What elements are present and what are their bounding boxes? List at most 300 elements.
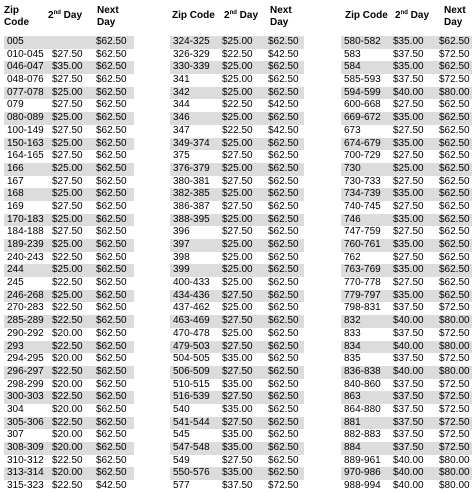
second-day-price-cell: $35.00 [222,429,253,441]
second-day-price-cell: $25.00 [222,162,253,174]
zip-code-cell: 296-297 [7,365,44,377]
second-day-price-cell: $27.50 [222,391,253,403]
table-row [170,36,304,49]
zip-code-cell: 285-289 [7,315,44,327]
next-day-price-cell: $62.50 [96,403,127,415]
zip-code-cell: 169 [7,200,24,212]
zip-code-cell: 549 [173,454,190,466]
next-day-price-cell: $62.50 [439,239,470,250]
next-day-price-cell: $80.00 [439,467,470,479]
zip-code-cell: 346 [173,112,190,124]
table-row [170,429,304,442]
table-row [341,417,472,430]
second-day-price-cell: $27.50 [222,340,253,352]
zip-code-header: Zip Code [4,5,29,28]
next-day-price-cell: $62.50 [439,36,470,47]
table-row [170,264,304,277]
table-row [170,315,304,328]
zip-code-cell: 079 [7,99,24,111]
next-day-price-cell: $62.50 [96,277,127,289]
next-day-price-cell: $80.00 [439,315,470,327]
column-header [341,3,472,36]
table-row [4,455,134,468]
second-day-price-cell: $40.00 [393,480,424,492]
table-row [341,226,472,239]
next-day-price-cell: $62.50 [268,175,299,187]
second-day-price-cell: $25.00 [222,61,253,73]
next-day-price-cell: $62.50 [96,327,127,339]
next-day-price-cell: $62.50 [268,277,299,289]
next-day-price-cell: $62.50 [96,213,127,225]
zip-code-cell: 310-312 [7,454,44,466]
next-day-price-cell: $62.50 [96,188,127,200]
zip-code-cell: 834 [344,340,361,352]
table-row [170,391,304,404]
second-day-price-cell: $27.50 [393,226,424,238]
second-day-price-cell: $37.50 [393,327,424,339]
zip-code-cell: 760-761 [344,239,381,250]
second-day-price-cell: $37.50 [393,416,424,428]
second-day-price-cell: $27.50 [222,200,253,212]
next-day-price-cell: $72.50 [439,416,470,428]
zip-code-cell: 315-323 [7,480,44,492]
zip-code-cell: 396 [173,226,190,238]
zip-code-cell: 305-306 [7,416,44,428]
second-day-price-cell: $35.00 [222,378,253,390]
zip-code-cell: 077-078 [7,86,44,98]
next-day-price-cell: $62.50 [268,137,299,149]
table-row [341,379,472,392]
second-day-price-cell: $40.00 [393,340,424,352]
zip-code-cell: 541-544 [173,416,210,428]
next-day-price-cell: $62.50 [268,315,299,327]
next-day-header: Next Day [97,5,119,28]
next-day-price-cell: $62.50 [268,391,299,403]
next-day-price-cell: $62.50 [268,378,299,390]
next-day-price-cell: $42.50 [96,480,127,492]
table-row [341,252,472,265]
table-row [4,277,134,290]
zip-code-cell: 080-089 [7,112,44,124]
table-row [170,87,304,100]
table-row [341,366,472,379]
zip-code-cell: 584 [344,61,361,73]
next-day-price-cell: $62.50 [268,302,299,314]
zip-code-cell: 550-576 [173,467,210,479]
second-day-price-cell: $22.50 [52,480,83,492]
rate-column-3 [341,3,472,493]
rate-rows [170,36,304,493]
second-day-price-cell: $25.00 [222,74,253,86]
table-row [4,99,134,112]
second-day-price-cell: $40.00 [393,454,424,466]
second-day-price-cell: $20.00 [52,378,83,390]
table-row [4,264,134,277]
table-row [4,328,134,341]
next-day-price-cell: $62.50 [96,74,127,86]
table-row [341,61,472,74]
table-row [341,125,472,138]
table-row [170,302,304,315]
table-row [341,214,472,227]
next-day-price-cell: $62.50 [268,454,299,466]
second-day-price-cell: $20.00 [52,327,83,339]
table-row [4,112,134,125]
second-day-price-cell: $27.50 [393,251,424,263]
next-day-price-cell: $62.50 [96,378,127,390]
second-day-price-cell: $25.00 [52,162,83,174]
next-day-price-cell: $62.50 [96,454,127,466]
next-day-price-cell: $72.50 [439,353,470,365]
table-row [341,391,472,404]
zip-code-cell: 882-883 [344,429,381,441]
zip-code-cell: 510-515 [173,378,210,390]
table-row [170,150,304,163]
next-day-header: Next Day [270,5,292,28]
second-day-price-cell: $22.50 [52,416,83,428]
table-row [4,290,134,303]
second-day-price-cell: $37.50 [393,302,424,314]
table-row [170,176,304,189]
table-row [170,341,304,354]
next-day-price-cell: $42.50 [268,124,299,136]
table-row [4,214,134,227]
next-day-price-cell: $62.50 [96,315,127,327]
table-row [4,341,134,354]
next-day-price-cell: $62.50 [96,264,127,276]
next-day-price-cell: $62.50 [268,74,299,86]
zip-code-cell: 540 [173,403,190,415]
rate-column-1 [4,3,134,493]
next-day-price-cell: $72.50 [439,429,470,441]
second-day-price-cell: $27.50 [393,277,424,289]
zip-code-cell: 585-593 [344,74,381,86]
zip-code-cell: 046-047 [7,61,44,73]
next-day-price-cell: $72.50 [439,378,470,390]
second-day-price-cell: $25.00 [393,162,424,174]
second-day-price-cell: $40.00 [393,315,424,327]
second-day-price-cell: $37.50 [393,74,424,86]
next-day-price-cell: $62.50 [96,239,127,250]
next-day-price-cell: $72.50 [439,403,470,415]
second-day-price-cell: $25.00 [222,239,253,250]
zip-code-cell: 840-860 [344,378,381,390]
zip-code-cell: 189-239 [7,239,44,250]
second-day-price-cell: $20.00 [52,353,83,365]
table-row [170,74,304,87]
next-day-price-cell: $62.50 [268,112,299,124]
zip-code-cell: 730 [344,162,361,174]
zip-code-cell: 700-729 [344,150,381,162]
next-day-price-cell: $62.50 [439,112,470,124]
second-day-price-cell: $25.00 [52,86,83,98]
next-day-price-cell: $72.50 [268,480,299,492]
second-day-price-cell: $37.50 [222,480,253,492]
zip-code-cell: 479-503 [173,340,210,352]
next-day-price-cell: $62.50 [268,353,299,365]
zip-code-cell: 864-880 [344,403,381,415]
zip-code-cell: 506-509 [173,365,210,377]
next-day-price-cell: $42.50 [268,48,299,60]
table-row [4,61,134,74]
second-day-price-cell: $27.50 [222,315,253,327]
table-row [170,99,304,112]
second-day-price-cell: $25.00 [222,264,253,276]
next-day-price-cell: $62.50 [268,150,299,162]
next-day-price-cell: $62.50 [96,467,127,479]
next-day-price-cell: $72.50 [439,48,470,60]
second-day-price-cell: $35.00 [393,61,424,73]
next-day-price-cell: $62.50 [268,36,299,47]
next-day-price-cell: $72.50 [439,74,470,86]
table-row [341,429,472,442]
second-day-price-cell: $25.00 [222,137,253,149]
zip-code-cell: 100-149 [7,124,44,136]
second-day-price-cell: $25.00 [222,112,253,124]
next-day-price-cell: $62.50 [268,442,299,453]
zip-code-cell: 747-759 [344,226,381,238]
next-day-price-cell: $62.50 [96,36,127,47]
next-day-price-cell: $62.50 [96,162,127,174]
next-day-price-cell: $80.00 [439,454,470,466]
second-day-price-cell: $22.50 [52,365,83,377]
second-day-price-cell: $27.50 [222,416,253,428]
table-row [341,188,472,201]
next-day-price-cell: $62.50 [268,200,299,212]
second-day-price-cell: $37.50 [393,48,424,60]
next-day-price-cell: $80.00 [439,86,470,98]
zip-code-cell: 762 [344,251,361,263]
table-row [341,239,472,252]
table-row [4,87,134,100]
zip-code-cell: 889-961 [344,454,381,466]
table-row [170,467,304,480]
next-day-price-cell: $62.50 [268,188,299,200]
table-row [170,417,304,430]
second-day-price-cell: $27.50 [52,124,83,136]
next-day-price-cell: $62.50 [439,251,470,263]
table-row [341,150,472,163]
zip-code-cell: 434-436 [173,289,210,301]
next-day-price-cell: $42.50 [268,99,299,111]
next-day-price-cell: $62.50 [268,86,299,98]
next-day-price-cell: $80.00 [439,365,470,377]
table-row [341,341,472,354]
next-day-price-cell: $62.50 [268,365,299,377]
table-row [4,125,134,138]
next-day-price-cell: $62.50 [96,302,127,314]
second-day-price-cell: $35.00 [393,239,424,250]
second-day-price-cell: $27.50 [52,48,83,60]
zip-code-cell: 326-329 [173,48,210,60]
zip-code-cell: 437-462 [173,302,210,314]
second-day-price-cell: $27.50 [393,200,424,212]
table-row [341,112,472,125]
next-day-price-cell: $62.50 [268,264,299,276]
second-day-price-cell: $35.00 [393,36,424,47]
second-day-price-cell: $25.00 [52,264,83,276]
table-row [170,442,304,455]
second-day-price-cell: $27.50 [52,74,83,86]
zip-code-cell: 005 [7,36,24,47]
zip-code-header: Zip Code [345,10,388,21]
table-row [170,214,304,227]
next-day-price-cell: $62.50 [96,289,127,301]
table-row [170,353,304,366]
next-day-price-cell: $62.50 [268,403,299,415]
zip-code-cell: 734-739 [344,188,381,200]
next-day-price-cell: $62.50 [96,175,127,187]
second-day-price-cell [52,36,96,49]
second-day-price-cell: $22.50 [52,340,83,352]
next-day-price-cell: $62.50 [268,213,299,225]
second-day-price-cell: $35.00 [222,467,253,479]
next-day-price-cell: $62.50 [268,239,299,250]
second-day-price-cell: $27.50 [393,124,424,136]
next-day-price-cell: $62.50 [96,226,127,238]
zip-code-cell: 324-325 [173,36,210,47]
second-day-price-cell: $35.00 [222,403,253,415]
zip-code-cell: 798-831 [344,302,381,314]
next-day-price-cell: $62.50 [439,200,470,212]
next-day-price-cell: $62.50 [439,150,470,162]
table-row [4,201,134,214]
second-day-price-cell: $40.00 [393,467,424,479]
second-day-header: 2nd Day [224,10,259,21]
table-row [170,277,304,290]
zip-code-cell: 988-994 [344,480,381,492]
second-day-price-cell: $22.50 [52,315,83,327]
next-day-price-cell: $72.50 [439,442,470,453]
zip-code-cell: 170-183 [7,213,44,225]
second-day-price-cell: $35.00 [393,264,424,276]
table-row [341,455,472,468]
table-row [4,150,134,163]
second-day-price-cell: $25.00 [222,277,253,289]
next-day-price-cell: $62.50 [96,137,127,149]
zip-code-cell: 330-339 [173,61,210,73]
zip-code-cell: 674-679 [344,137,381,149]
zip-code-cell: 746 [344,213,361,225]
table-row [4,239,134,252]
table-row [341,87,472,100]
zip-code-cell: 516-539 [173,391,210,403]
table-row [170,112,304,125]
second-day-price-cell: $27.50 [393,175,424,187]
table-row [4,138,134,151]
second-day-price-cell: $20.00 [52,467,83,479]
zip-code-cell: 382-385 [173,188,210,200]
second-day-price-cell: $27.50 [222,289,253,301]
table-row [170,328,304,341]
table-row [170,366,304,379]
second-day-price-cell: $37.50 [393,378,424,390]
next-day-price-cell: $62.50 [96,251,127,263]
second-day-price-cell: $22.50 [52,277,83,289]
table-row [170,226,304,239]
zip-code-cell: 245 [7,277,24,289]
zip-code-cell: 835 [344,353,361,365]
next-day-price-cell: $62.50 [439,226,470,238]
zip-code-cell: 270-283 [7,302,44,314]
zip-code-cell: 349-374 [173,137,210,149]
rate-column-2 [170,3,304,493]
second-day-price-cell: $25.00 [52,289,83,301]
zip-code-cell: 580-582 [344,36,381,47]
next-day-price-cell: $62.50 [268,61,299,73]
zip-code-cell: 167 [7,175,24,187]
next-day-price-cell: $62.50 [439,277,470,289]
rate-rows [4,36,134,493]
table-row [4,366,134,379]
next-day-price-cell: $62.50 [96,416,127,428]
second-day-price-cell: $35.00 [393,188,424,200]
second-day-price-cell: $22.50 [52,454,83,466]
table-row [4,302,134,315]
next-day-price-cell: $62.50 [96,391,127,403]
next-day-price-cell: $62.50 [268,429,299,441]
zip-code-cell: 836-838 [344,365,381,377]
table-row [4,74,134,87]
second-day-price-cell: $37.50 [393,353,424,365]
zip-code-cell: 300-303 [7,391,44,403]
zip-code-cell: 673 [344,124,361,136]
table-row [341,353,472,366]
table-row [4,391,134,404]
zip-code-cell: 290-292 [7,327,44,339]
zip-code-cell: 184-188 [7,226,44,238]
table-row [170,239,304,252]
zip-code-cell: 463-469 [173,315,210,327]
next-day-price-cell: $62.50 [268,416,299,428]
zip-code-cell: 600-668 [344,99,381,111]
zip-code-cell: 863 [344,391,361,403]
table-row [341,163,472,176]
zip-code-cell: 293 [7,340,24,352]
second-day-price-cell: $25.00 [222,188,253,200]
zip-code-cell: 547-548 [173,442,210,453]
second-day-price-cell: $40.00 [393,86,424,98]
second-day-price-cell: $22.50 [52,391,83,403]
table-row [4,467,134,480]
zip-code-cell: 740-745 [344,200,381,212]
next-day-price-cell: $62.50 [268,289,299,301]
next-day-price-cell: $62.50 [96,61,127,73]
table-row [170,404,304,417]
next-day-price-cell: $62.50 [96,429,127,441]
zip-code-cell: 168 [7,188,24,200]
zip-code-cell: 388-395 [173,213,210,225]
next-day-price-cell: $62.50 [439,61,470,73]
second-day-price-cell: $20.00 [52,429,83,441]
table-row [170,188,304,201]
zip-code-cell: 244 [7,264,24,276]
next-day-price-cell: $62.50 [96,86,127,98]
table-row [170,201,304,214]
second-day-price-cell: $25.00 [52,239,83,250]
table-row [341,467,472,480]
zip-code-cell: 166 [7,162,24,174]
zip-code-cell: 386-387 [173,200,210,212]
table-row [170,138,304,151]
table-row [170,290,304,303]
table-row [4,379,134,392]
second-day-price-cell: $27.50 [222,365,253,377]
table-row [341,99,472,112]
second-day-price-cell: $25.00 [52,188,83,200]
zip-code-cell: 347 [173,124,190,136]
table-row [170,49,304,62]
